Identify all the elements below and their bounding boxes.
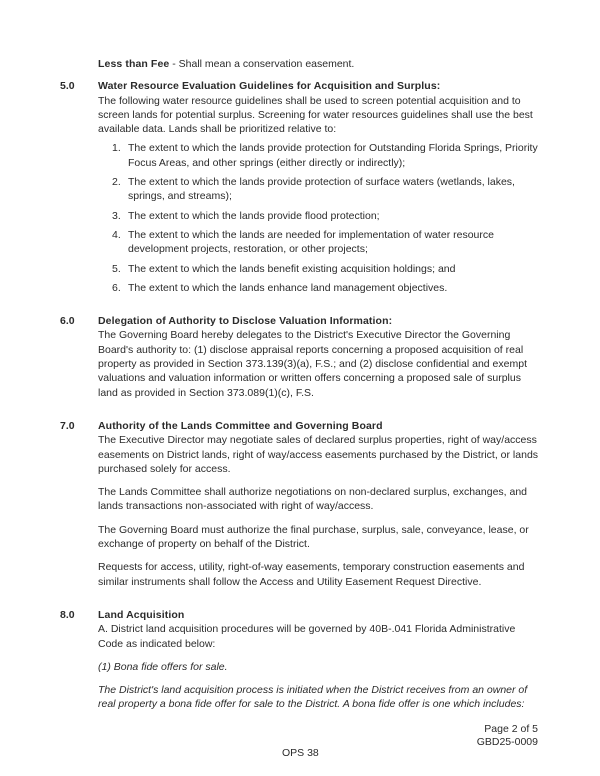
list-item-text: The extent to which the lands enhance land management objectives. [128, 281, 448, 294]
list-item-number: 3. [112, 209, 121, 222]
section-5 [60, 79, 542, 295]
definition-text: - Shall mean a conservation easement. [169, 58, 355, 70]
section-content [98, 79, 540, 295]
section-number: 8.0 [60, 608, 75, 621]
list-item-number: 6. [112, 281, 121, 294]
list-item [112, 141, 540, 170]
list-item-text: The extent to which the lands provide flood protection; [128, 209, 380, 222]
list-item [112, 209, 540, 223]
list-item [112, 175, 540, 204]
section-heading: Authority of the Lands Committee and Governing Board [98, 419, 383, 432]
section-content [98, 419, 540, 589]
definition-line [98, 57, 542, 71]
section-heading: Water Resource Evaluation Guidelines for Acquisition and Surplus: [98, 80, 441, 93]
section-7 [60, 419, 542, 589]
section-heading: Land Acquisition [98, 608, 185, 621]
paragraph: The Governing Board hereby delegates to the District's Executive Director the Governing Board's authority to: (1) disclose appraisal reports concerning a proposed acquisition of real property as provided in Section 373.139(3)(a), F.S.; and (2) disclose confidential and exempt valuations and valuation information or written offers concerning a proposed sale of surplus land as provided in Section 373.089(1)(c), F.S. [98, 329, 527, 399]
list-item-text: The extent to which the lands benefit existing acquisition holdings; and [128, 262, 456, 275]
list-item-number: 4. [112, 228, 121, 241]
paragraph: The Lands Committee shall authorize negotiations on non-declared surplus, exchanges, and lands transactions non-associated with right of way/access. [98, 486, 528, 513]
paragraph: A. District land acquisition procedures will be governed by 40B-.041 Florida Administrative Code as indicated below: [98, 623, 516, 650]
list-item-text: The extent to which the lands provide protection of surface waters (wetlands, lakes, springs, and streams); [128, 176, 515, 203]
section-number: 5.0 [60, 80, 75, 93]
section-heading: Delegation of Authority to Disclose Valuation Information: [98, 315, 393, 328]
list-item-text: The extent to which the lands are needed for implementation of water resource development projects, restoration, or other projects; [128, 228, 494, 256]
section-content [98, 314, 540, 400]
list-item-number: 5. [112, 262, 121, 275]
paragraph-italic: The District's land acquisition process is initiated when the District receives from an owner of real property a bona fide offer for sale to the District. A bona fide offer is one which includes: [98, 684, 528, 711]
list-item-text: The extent to which the lands provide protection for Outstanding Florida Springs, Priority Focus Areas, and other springs (either directly or indirectly); [128, 142, 538, 169]
section-content [98, 608, 540, 712]
footer-doc-number: GBD25-0009 [476, 736, 538, 748]
list-item-number: 1. [112, 142, 121, 155]
list-item-number: 2. [112, 176, 121, 189]
section-number: 7.0 [60, 419, 75, 432]
page-footer-right [477, 723, 538, 749]
paragraph: Requests for access, utility, right-of-way easements, temporary construction easements and similar instruments shall follow the Access and Utility Easement Request Directive. [98, 561, 525, 588]
definition-term: Less than Fee [98, 58, 170, 70]
section-intro: The following water resource guidelines shall be used to screen potential acquisition and to screen lands for potential surplus. Screening for water resources guidelines shall use the best available data. Lands shall be prioritized relative to: [98, 94, 533, 136]
footer-page-number: Page 2 of 5 [484, 723, 538, 735]
list-item [112, 228, 540, 257]
list-item [112, 281, 540, 295]
priority-list [112, 141, 540, 295]
paragraph-italic: (1) Bona fide offers for sale. [98, 660, 228, 673]
list-item [112, 262, 540, 276]
footer-ops-label: OPS 38 [282, 747, 319, 759]
section-6 [60, 314, 542, 400]
paragraph: The Executive Director may negotiate sales of declared surplus properties, right of way/access easements on District lands, right of way/access easements purchased by the District, or lands purchased solely for access. [98, 434, 539, 475]
section-number: 6.0 [60, 315, 75, 328]
paragraph: The Governing Board must authorize the final purchase, surplus, sale, conveyance, lease, or exchange of property on behalf of the District. [98, 523, 529, 551]
section-8 [60, 608, 542, 712]
